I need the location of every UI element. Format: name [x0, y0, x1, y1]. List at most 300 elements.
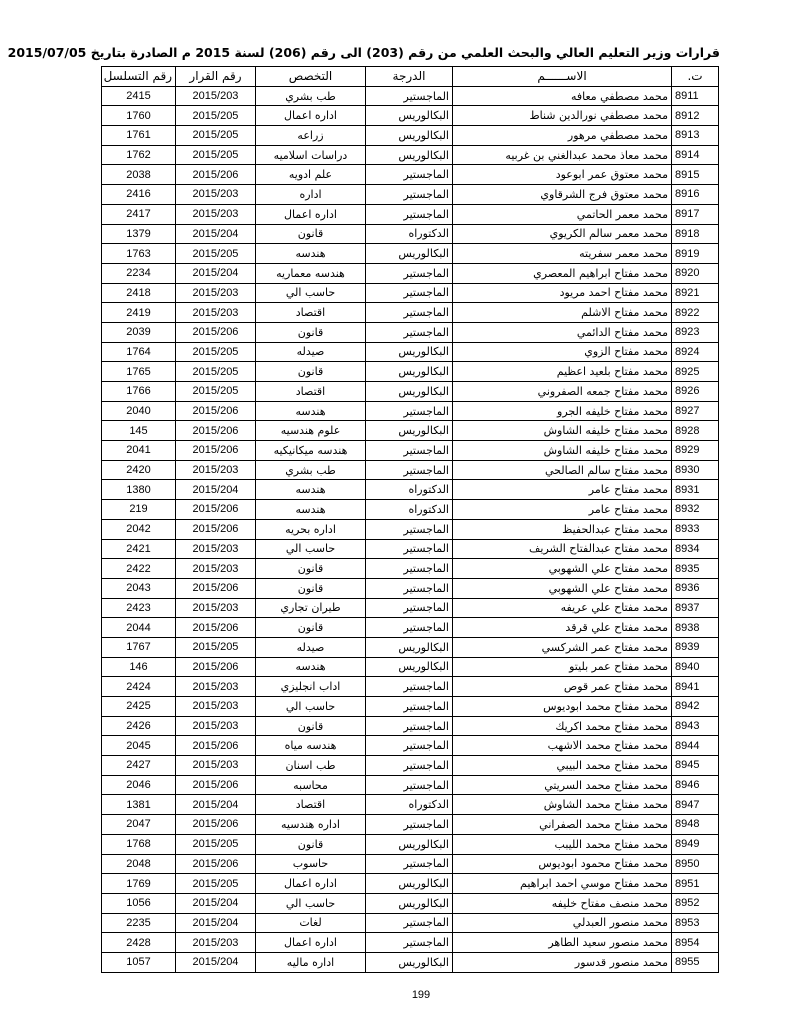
cell-no: 8922 — [672, 303, 719, 323]
cell-degree: الماجستير — [366, 618, 453, 638]
cell-no: 8921 — [672, 283, 719, 303]
cell-name: محمد مفتاح الاشلم — [453, 303, 672, 323]
cell-name: محمد منصور العبدلي — [453, 913, 672, 933]
cell-specialization: قانون — [256, 716, 366, 736]
cell-serial-number: 2048 — [102, 854, 176, 874]
cell-name: محمد مفتاح الدائمي — [453, 322, 672, 342]
cell-degree: البكالوريس — [366, 874, 453, 894]
cell-degree: البكالوريس — [366, 362, 453, 382]
cell-no: 8924 — [672, 342, 719, 362]
cell-name: محمد مفتاح عمر الشركسي — [453, 637, 672, 657]
cell-name: محمد مفتاح علي قرقد — [453, 618, 672, 638]
cell-name: محمد مفتاح محمد الشاوش — [453, 795, 672, 815]
table-row — [102, 736, 719, 756]
cell-serial-number: 2426 — [102, 716, 176, 736]
cell-specialization: هندسه مياه — [256, 736, 366, 756]
cell-no: 8918 — [672, 224, 719, 244]
table-row — [102, 952, 719, 972]
cell-serial-number: 2428 — [102, 933, 176, 953]
table-row — [102, 716, 719, 736]
table-row — [102, 401, 719, 421]
cell-serial-number: 1768 — [102, 834, 176, 854]
cell-decision-number: 2015/206 — [176, 578, 256, 598]
cell-specialization: هندسه — [256, 500, 366, 520]
cell-specialization: هندسه ميكانيكيه — [256, 441, 366, 461]
cell-name: محمد معتوق فرج الشرقاوي — [453, 185, 672, 205]
cell-decision-number: 2015/205 — [176, 362, 256, 382]
table-row — [102, 539, 719, 559]
cell-decision-number: 2015/204 — [176, 480, 256, 500]
cell-serial-number: 2234 — [102, 263, 176, 283]
cell-name: محمد مفتاح محمد البيبي — [453, 756, 672, 776]
cell-no: 8942 — [672, 697, 719, 717]
table-row — [102, 185, 719, 205]
cell-decision-number: 2015/203 — [176, 697, 256, 717]
header-decision-number: رقم القرار — [176, 67, 256, 87]
cell-serial-number: 1379 — [102, 224, 176, 244]
table-row — [102, 578, 719, 598]
cell-serial-number: 2416 — [102, 185, 176, 205]
cell-degree: البكالوريس — [366, 382, 453, 402]
cell-degree: الماجستير — [366, 519, 453, 539]
table-row — [102, 224, 719, 244]
cell-degree: الماجستير — [366, 185, 453, 205]
cell-name: محمد مفتاح بلعيد اعظيم — [453, 362, 672, 382]
cell-serial-number: 2422 — [102, 559, 176, 579]
cell-specialization: اداره هندسيه — [256, 815, 366, 835]
cell-no: 8911 — [672, 86, 719, 106]
cell-decision-number: 2015/203 — [176, 460, 256, 480]
table-row — [102, 283, 719, 303]
cell-specialization: هندسه معماريه — [256, 263, 366, 283]
cell-serial-number: 1764 — [102, 342, 176, 362]
table-row — [102, 342, 719, 362]
cell-name: محمد مفتاح جمعه الصفروني — [453, 382, 672, 402]
cell-serial-number: 1761 — [102, 126, 176, 146]
cell-name: محمد منصور سعيد الطاهر — [453, 933, 672, 953]
cell-name: محمد مصطفي مرهور — [453, 126, 672, 146]
cell-name: محمد مفتاح ابراهيم المعصري — [453, 263, 672, 283]
cell-decision-number: 2015/206 — [176, 854, 256, 874]
table-row — [102, 913, 719, 933]
cell-serial-number: 1769 — [102, 874, 176, 894]
cell-serial-number: 1767 — [102, 637, 176, 657]
cell-specialization: اداره اعمال — [256, 933, 366, 953]
cell-no: 8928 — [672, 421, 719, 441]
cell-degree: الماجستير — [366, 913, 453, 933]
cell-serial-number: 2045 — [102, 736, 176, 756]
cell-specialization: طيران تجاري — [256, 598, 366, 618]
table-row — [102, 874, 719, 894]
cell-specialization: حاسب الي — [256, 697, 366, 717]
cell-no: 8933 — [672, 519, 719, 539]
cell-degree: الدكتوراه — [366, 480, 453, 500]
table-row — [102, 303, 719, 323]
cell-serial-number: 2047 — [102, 815, 176, 835]
cell-serial-number: 145 — [102, 421, 176, 441]
cell-name: محمد مفتاح موسي احمد ابراهيم — [453, 874, 672, 894]
cell-decision-number: 2015/206 — [176, 500, 256, 520]
cell-serial-number: 2040 — [102, 401, 176, 421]
cell-specialization: اقتصاد — [256, 795, 366, 815]
cell-name: محمد مفتاح محمد الليبب — [453, 834, 672, 854]
cell-no: 8915 — [672, 165, 719, 185]
cell-serial-number: 2421 — [102, 539, 176, 559]
cell-no: 8925 — [672, 362, 719, 382]
cell-serial-number: 1765 — [102, 362, 176, 382]
cell-degree: الماجستير — [366, 165, 453, 185]
records-table — [101, 66, 719, 973]
cell-degree: الماجستير — [366, 854, 453, 874]
cell-name: محمد مفتاح محمود ابوديوس — [453, 854, 672, 874]
header-serial-number: رقم التسلسل — [102, 67, 176, 87]
cell-name: محمد مفتاح سالم الصالحي — [453, 460, 672, 480]
cell-no: 8932 — [672, 500, 719, 520]
cell-specialization: قانون — [256, 834, 366, 854]
cell-decision-number: 2015/205 — [176, 874, 256, 894]
cell-decision-number: 2015/206 — [176, 322, 256, 342]
table-row — [102, 106, 719, 126]
cell-no: 8923 — [672, 322, 719, 342]
cell-name: محمد مفتاح خليفه الشاوش — [453, 421, 672, 441]
cell-degree: الماجستير — [366, 933, 453, 953]
cell-degree: البكالوريس — [366, 145, 453, 165]
cell-decision-number: 2015/203 — [176, 283, 256, 303]
cell-decision-number: 2015/203 — [176, 677, 256, 697]
cell-degree: البكالوريس — [366, 637, 453, 657]
cell-specialization: هندسه — [256, 401, 366, 421]
cell-no: 8939 — [672, 637, 719, 657]
cell-name: محمد مفتاح محمد الصفراني — [453, 815, 672, 835]
cell-name: محمد مفتاح علي الشهوبي — [453, 559, 672, 579]
cell-degree: الدكتوراه — [366, 224, 453, 244]
table-row — [102, 145, 719, 165]
cell-serial-number: 2425 — [102, 697, 176, 717]
table-row — [102, 618, 719, 638]
cell-degree: الدكتوراه — [366, 500, 453, 520]
table-row — [102, 775, 719, 795]
table-row — [102, 519, 719, 539]
cell-no: 8953 — [672, 913, 719, 933]
cell-name: محمد مصطفي معافه — [453, 86, 672, 106]
cell-serial-number: 1056 — [102, 893, 176, 913]
page-title: قرارات وزير التعليم العالي والبحث العلمي من رقم (203) الى رقم (206) لسنة 2015 م الصادرة بتاريخ 2015/07/05 — [7, 45, 720, 60]
cell-name: محمد مفتاح محمد ابوديوس — [453, 697, 672, 717]
cell-serial-number: 1763 — [102, 244, 176, 264]
cell-decision-number: 2015/204 — [176, 795, 256, 815]
cell-degree: البكالوريس — [366, 834, 453, 854]
cell-decision-number: 2015/203 — [176, 539, 256, 559]
cell-decision-number: 2015/203 — [176, 185, 256, 205]
cell-decision-number: 2015/203 — [176, 933, 256, 953]
cell-degree: البكالوريس — [366, 893, 453, 913]
cell-name: محمد مفتاح محمد اكريك — [453, 716, 672, 736]
cell-serial-number: 1380 — [102, 480, 176, 500]
cell-name: محمد منصف مفتاح خليفه — [453, 893, 672, 913]
cell-no: 8929 — [672, 441, 719, 461]
cell-degree: البكالوريس — [366, 657, 453, 677]
cell-specialization: اداره — [256, 185, 366, 205]
cell-serial-number: 2041 — [102, 441, 176, 461]
cell-degree: البكالوريس — [366, 106, 453, 126]
cell-specialization: طب اسنان — [256, 756, 366, 776]
cell-specialization: قانون — [256, 322, 366, 342]
table-row — [102, 322, 719, 342]
cell-no: 8930 — [672, 460, 719, 480]
cell-specialization: قانون — [256, 578, 366, 598]
cell-decision-number: 2015/206 — [176, 657, 256, 677]
cell-serial-number: 2043 — [102, 578, 176, 598]
cell-specialization: صيدله — [256, 342, 366, 362]
cell-specialization: اداره اعمال — [256, 106, 366, 126]
cell-no: 8912 — [672, 106, 719, 126]
page-number: 199 — [411, 989, 431, 1001]
cell-decision-number: 2015/206 — [176, 618, 256, 638]
cell-degree: البكالوريس — [366, 126, 453, 146]
table-row — [102, 697, 719, 717]
cell-specialization: هندسه — [256, 480, 366, 500]
cell-name: محمد معمر الحاتمي — [453, 204, 672, 224]
cell-serial-number: 1760 — [102, 106, 176, 126]
cell-decision-number: 2015/205 — [176, 342, 256, 362]
cell-serial-number: 2427 — [102, 756, 176, 776]
cell-serial-number: 2419 — [102, 303, 176, 323]
cell-degree: الماجستير — [366, 815, 453, 835]
cell-serial-number: 2423 — [102, 598, 176, 618]
header-specialization: التخصص — [256, 67, 366, 87]
cell-no: 8919 — [672, 244, 719, 264]
cell-no: 8948 — [672, 815, 719, 835]
table-row — [102, 382, 719, 402]
cell-no: 8938 — [672, 618, 719, 638]
cell-decision-number: 2015/206 — [176, 736, 256, 756]
header-no: ت. — [672, 67, 719, 87]
cell-serial-number: 1381 — [102, 795, 176, 815]
cell-specialization: حاسب الي — [256, 893, 366, 913]
cell-decision-number: 2015/203 — [176, 86, 256, 106]
cell-no: 8927 — [672, 401, 719, 421]
cell-serial-number: 2420 — [102, 460, 176, 480]
cell-serial-number: 2044 — [102, 618, 176, 638]
cell-degree: الماجستير — [366, 598, 453, 618]
cell-specialization: صيدله — [256, 637, 366, 657]
cell-no: 8954 — [672, 933, 719, 953]
cell-specialization: اداب انجليزي — [256, 677, 366, 697]
cell-specialization: طب بشري — [256, 460, 366, 480]
cell-specialization: لغات — [256, 913, 366, 933]
table-row — [102, 460, 719, 480]
cell-specialization: حاسب الي — [256, 539, 366, 559]
cell-no: 8943 — [672, 716, 719, 736]
header-name: الاســــــم — [453, 67, 672, 87]
cell-no: 8951 — [672, 874, 719, 894]
cell-degree: الماجستير — [366, 578, 453, 598]
table-row — [102, 637, 719, 657]
table-row — [102, 795, 719, 815]
table-row — [102, 854, 719, 874]
cell-degree: الماجستير — [366, 441, 453, 461]
cell-no: 8950 — [672, 854, 719, 874]
cell-no: 8913 — [672, 126, 719, 146]
cell-decision-number: 2015/206 — [176, 401, 256, 421]
cell-decision-number: 2015/204 — [176, 224, 256, 244]
cell-degree: الماجستير — [366, 775, 453, 795]
cell-decision-number: 2015/204 — [176, 913, 256, 933]
cell-decision-number: 2015/205 — [176, 637, 256, 657]
cell-serial-number: 2424 — [102, 677, 176, 697]
cell-degree: الماجستير — [366, 677, 453, 697]
cell-no: 8955 — [672, 952, 719, 972]
cell-specialization: قانون — [256, 618, 366, 638]
cell-specialization: قانون — [256, 559, 366, 579]
cell-decision-number: 2015/206 — [176, 421, 256, 441]
cell-degree: الماجستير — [366, 303, 453, 323]
cell-serial-number: 2038 — [102, 165, 176, 185]
cell-serial-number: 2418 — [102, 283, 176, 303]
cell-serial-number: 219 — [102, 500, 176, 520]
table-row — [102, 126, 719, 146]
cell-serial-number: 2042 — [102, 519, 176, 539]
cell-decision-number: 2015/205 — [176, 126, 256, 146]
cell-degree: الماجستير — [366, 736, 453, 756]
cell-decision-number: 2015/203 — [176, 204, 256, 224]
cell-name: محمد مفتاح خليفه الشاوش — [453, 441, 672, 461]
cell-no: 8941 — [672, 677, 719, 697]
table-row — [102, 834, 719, 854]
cell-degree: البكالوريس — [366, 244, 453, 264]
cell-specialization: قانون — [256, 362, 366, 382]
cell-no: 8947 — [672, 795, 719, 815]
cell-specialization: اقتصاد — [256, 303, 366, 323]
cell-no: 8926 — [672, 382, 719, 402]
cell-serial-number: 2417 — [102, 204, 176, 224]
cell-decision-number: 2015/203 — [176, 559, 256, 579]
cell-no: 8949 — [672, 834, 719, 854]
cell-no: 8946 — [672, 775, 719, 795]
cell-serial-number: 2039 — [102, 322, 176, 342]
cell-serial-number: 1766 — [102, 382, 176, 402]
cell-degree: الماجستير — [366, 283, 453, 303]
cell-decision-number: 2015/206 — [176, 519, 256, 539]
cell-name: محمد معمر سفريته — [453, 244, 672, 264]
cell-name: محمد مفتاح علي الشهوبي — [453, 578, 672, 598]
cell-specialization: هندسه — [256, 657, 366, 677]
cell-degree: الماجستير — [366, 263, 453, 283]
cell-specialization: علم ادويه — [256, 165, 366, 185]
cell-no: 8940 — [672, 657, 719, 677]
table-row — [102, 263, 719, 283]
table-row — [102, 500, 719, 520]
cell-degree: الماجستير — [366, 86, 453, 106]
cell-decision-number: 2015/206 — [176, 165, 256, 185]
cell-degree: الدكتوراه — [366, 795, 453, 815]
table-row — [102, 598, 719, 618]
cell-name: محمد مصطفي نورالدين شناط — [453, 106, 672, 126]
cell-decision-number: 2015/203 — [176, 598, 256, 618]
table-row — [102, 421, 719, 441]
cell-no: 8917 — [672, 204, 719, 224]
cell-name: محمد مفتاح الزوي — [453, 342, 672, 362]
cell-serial-number: 2235 — [102, 913, 176, 933]
table-row — [102, 165, 719, 185]
table-row — [102, 204, 719, 224]
cell-name: محمد منصور قدسور — [453, 952, 672, 972]
records-body — [102, 86, 719, 972]
cell-degree: الماجستير — [366, 460, 453, 480]
cell-name: محمد مفتاح عبدالحفيظ — [453, 519, 672, 539]
cell-decision-number: 2015/204 — [176, 893, 256, 913]
cell-degree: البكالوريس — [366, 342, 453, 362]
cell-no: 8920 — [672, 263, 719, 283]
cell-name: محمد مفتاح عامر — [453, 480, 672, 500]
table-row — [102, 362, 719, 382]
header-degree: الدرجة — [366, 67, 453, 87]
cell-degree: البكالوريس — [366, 952, 453, 972]
cell-decision-number: 2015/205 — [176, 145, 256, 165]
cell-degree: الماجستير — [366, 204, 453, 224]
cell-degree: الماجستير — [366, 559, 453, 579]
cell-degree: البكالوريس — [366, 421, 453, 441]
table-row — [102, 657, 719, 677]
cell-serial-number: 2415 — [102, 86, 176, 106]
cell-serial-number: 1762 — [102, 145, 176, 165]
table-row — [102, 815, 719, 835]
table-row — [102, 441, 719, 461]
cell-name: محمد مفتاح محمد السريتي — [453, 775, 672, 795]
cell-serial-number: 1057 — [102, 952, 176, 972]
cell-specialization: اداره ماليه — [256, 952, 366, 972]
cell-specialization: طب بشري — [256, 86, 366, 106]
table-row — [102, 480, 719, 500]
cell-degree: الماجستير — [366, 322, 453, 342]
cell-name: محمد مفتاح عمر قوص — [453, 677, 672, 697]
cell-no: 8952 — [672, 893, 719, 913]
cell-decision-number: 2015/204 — [176, 263, 256, 283]
cell-specialization: حاسب الي — [256, 283, 366, 303]
cell-decision-number: 2015/206 — [176, 775, 256, 795]
cell-name: محمد مفتاح خليفه الجرو — [453, 401, 672, 421]
cell-specialization: هندسه — [256, 244, 366, 264]
cell-no: 8934 — [672, 539, 719, 559]
cell-no: 8935 — [672, 559, 719, 579]
cell-specialization: اقتصاد — [256, 382, 366, 402]
cell-name: محمد مفتاح عمر بليتو — [453, 657, 672, 677]
table-row — [102, 893, 719, 913]
table-row — [102, 559, 719, 579]
cell-name: محمد معتوق عمر ابوعود — [453, 165, 672, 185]
cell-no: 8944 — [672, 736, 719, 756]
cell-specialization: حاسوب — [256, 854, 366, 874]
cell-degree: الماجستير — [366, 716, 453, 736]
table-row — [102, 86, 719, 106]
cell-decision-number: 2015/206 — [176, 441, 256, 461]
cell-decision-number: 2015/203 — [176, 716, 256, 736]
cell-serial-number: 146 — [102, 657, 176, 677]
cell-decision-number: 2015/205 — [176, 382, 256, 402]
cell-name: محمد مفتاح علي عريفه — [453, 598, 672, 618]
cell-decision-number: 2015/203 — [176, 303, 256, 323]
cell-name: محمد مفتاح عبدالفتاح الشريف — [453, 539, 672, 559]
cell-no: 8937 — [672, 598, 719, 618]
cell-decision-number: 2015/204 — [176, 952, 256, 972]
cell-decision-number: 2015/205 — [176, 834, 256, 854]
cell-no: 8945 — [672, 756, 719, 776]
cell-no: 8931 — [672, 480, 719, 500]
cell-degree: الماجستير — [366, 756, 453, 776]
cell-no: 8914 — [672, 145, 719, 165]
cell-specialization: اداره اعمال — [256, 204, 366, 224]
table-row — [102, 933, 719, 953]
